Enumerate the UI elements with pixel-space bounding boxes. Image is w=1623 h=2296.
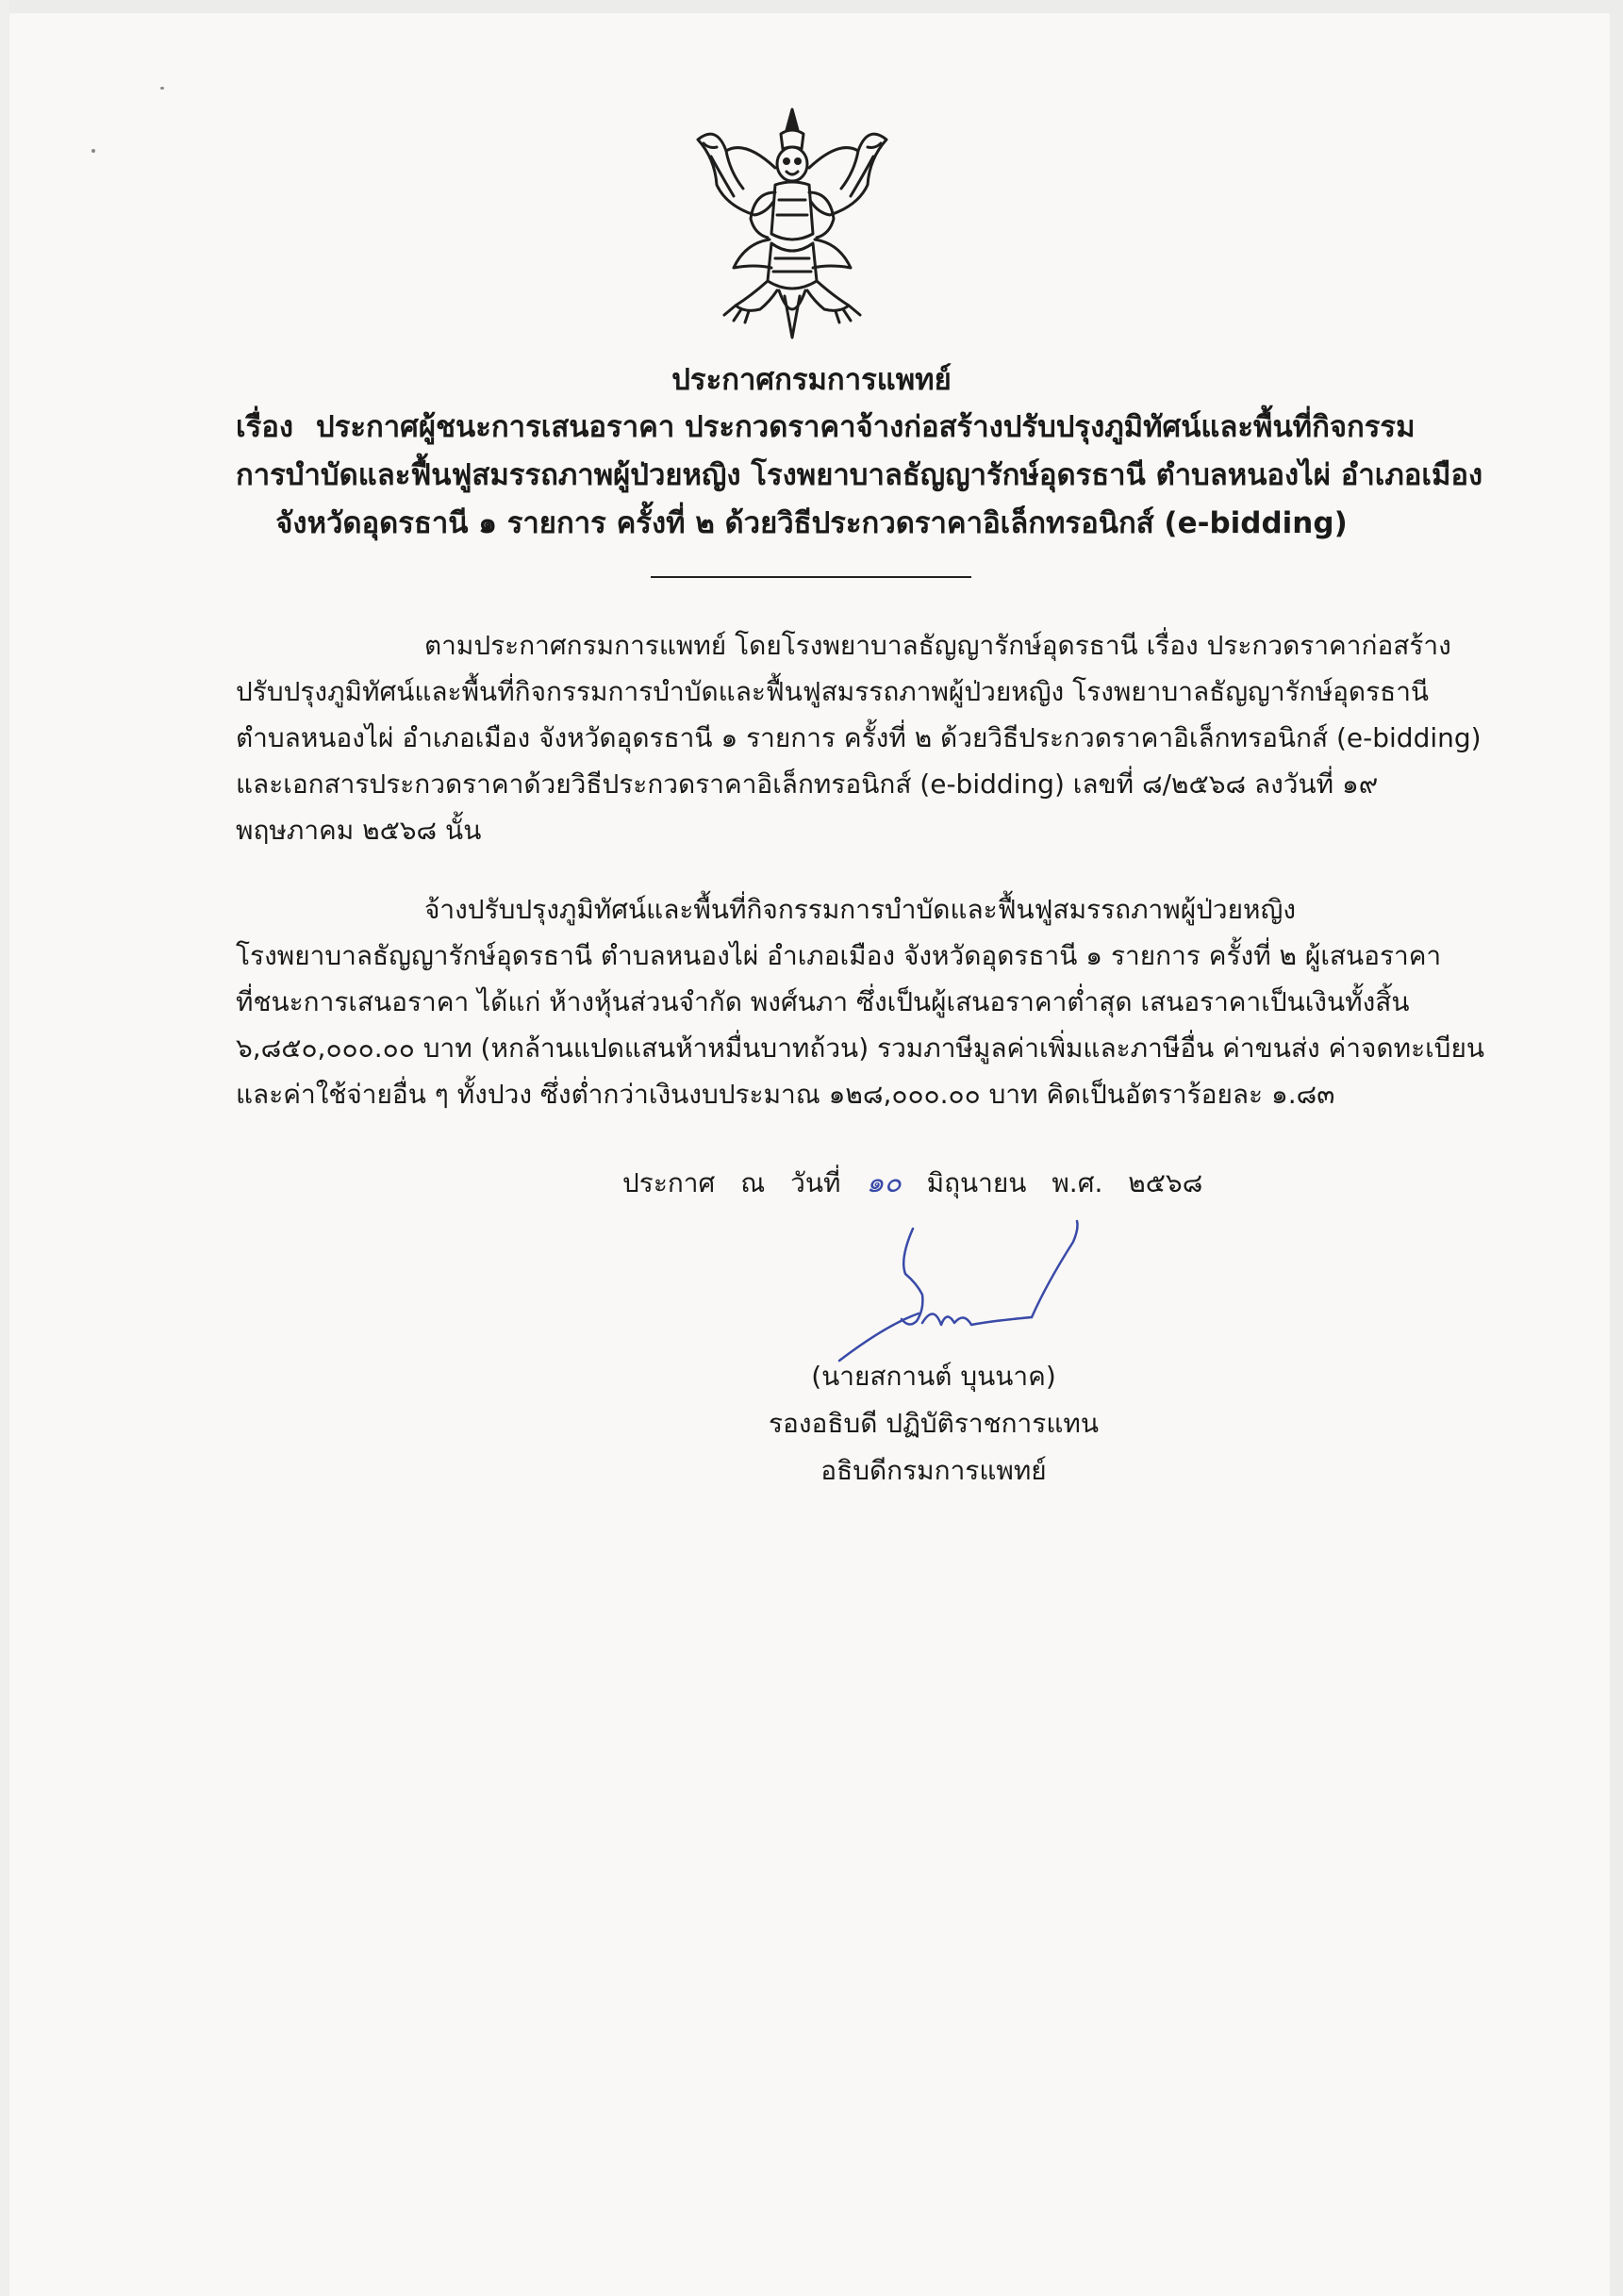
scan-edge (0, 0, 9, 2296)
subject-line: การบำบัดและฟื้นฟูสมรรถภาพผู้ป่วยหญิง โรงพยาบาลธัญญารักษ์อุดรธานี ตำบลหนองไผ่ อำเภอเมือง (236, 458, 1483, 492)
subject-line: จังหวัดอุดรธานี ๑ รายการ ครั้งที่ ๒ ด้วยวิธีประกวดราคาอิเล็กทรอนิกส์ (e-bidding) (275, 506, 1348, 540)
signer-position: รองอธิบดี ปฏิบัติราชการแทน (769, 1408, 1099, 1439)
signer-name: (นายสกานต์ บุนนาค) (811, 1361, 1056, 1392)
scan-speck (91, 149, 95, 153)
subject-text: ประกาศผู้ชนะการเสนอราคา ประกวดราคาจ้างก่อสร้างปรับปรุงภูมิทัศน์และพื้นที่กิจกรรม (316, 410, 1416, 444)
announcement-prefix: ประกาศ (622, 1167, 716, 1198)
signer-position: อธิบดีกรมการแพทย์ (820, 1455, 1047, 1486)
garuda-emblem-icon (688, 102, 896, 347)
header-divider (651, 576, 971, 578)
paragraph-line: โรงพยาบาลธัญญารักษ์อุดรธานี ตำบลหนองไผ่ อำเภอเมือง จังหวัดอุดรธานี ๑ รายการ ครั้งที่ ๒ ผู้เสนอราคา (236, 940, 1442, 971)
handwritten-day: ๑๐ (866, 1166, 902, 1199)
handwritten-signature (830, 1193, 1113, 1372)
subject-line (236, 404, 1416, 452)
scan-speck (160, 87, 164, 90)
year: ๒๕๖๘ (1128, 1167, 1203, 1198)
paragraph-line: และเอกสารประกวดราคาด้วยวิธีประกวดราคาอิเล็กทรอนิกส์ (e-bidding) เลขที่ ๘/๒๕๖๘ ลงวันที่ ๑๙ (236, 768, 1379, 800)
paragraph-line: ๖,๘๕๐,๐๐๐.๐๐ บาท (หกล้านแปดแสนห้าหมื่นบาทถ้วน) รวมภาษีมูลค่าเพิ่มและภาษีอื่น ค่าขนส่ง ค่าจดทะเบียน (236, 1032, 1484, 1064)
paragraph-line: ตำบลหนองไผ่ อำเภอเมือง จังหวัดอุดรธานี ๑ รายการ ครั้งที่ ๒ ด้วยวิธีประกวดราคาอิเล็กทรอนิกส์ (e-bidding) (236, 722, 1482, 753)
paragraph-line: ที่ชนะการเสนอราคา ได้แก่ ห้างหุ้นส่วนจำกัด พงศ์นภา ซึ่งเป็นผู้เสนอราคาต่ำสุด เสนอราคาเป็นเงินทั้งสิ้น (236, 986, 1410, 1017)
document-header (236, 356, 1483, 548)
paragraph-line: พฤษภาคม ๒๕๖๘ นั้น (236, 815, 482, 846)
day-label: วันที่ (790, 1167, 841, 1198)
scan-edge (1610, 0, 1623, 2296)
scan-edge (0, 0, 1623, 13)
paragraph (236, 622, 1482, 853)
paragraph-line: จ้างปรับปรุงภูมิทัศน์และพื้นที่กิจกรรมการบำบัดและฟื้นฟูสมรรถภาพผู้ป่วยหญิง (424, 894, 1297, 925)
year-label: พ.ศ. (1052, 1167, 1103, 1198)
document-title: ประกาศกรมการแพทย์ (671, 363, 952, 397)
subject-label: เรื่อง (236, 410, 294, 444)
paragraph-line: ปรับปรุงภูมิทัศน์และพื้นที่กิจกรรมการบำบัดและฟื้นฟูสมรรถภาพผู้ป่วยหญิง โรงพยาบาลธัญญารักษ์อุดรธานี (236, 676, 1430, 707)
paragraph-line: และค่าใช้จ่ายอื่น ๆ ทั้งปวง ซึ่งต่ำกว่าเงินงบประมาณ ๑๒๘,๐๐๐.๐๐ บาท คิดเป็นอัตราร้อยละ ๑.๘๓ (236, 1079, 1335, 1110)
signer-block (736, 1353, 1132, 1495)
paragraph (236, 886, 1484, 1117)
month: มิถุนายน (926, 1167, 1027, 1198)
paragraph-line: ตามประกาศกรมการแพทย์ โดยโรงพยาบาลธัญญารักษ์อุดรธานี เรื่อง ประกวดราคาก่อสร้าง (424, 630, 1451, 661)
announcement-at: ณ (740, 1167, 766, 1198)
